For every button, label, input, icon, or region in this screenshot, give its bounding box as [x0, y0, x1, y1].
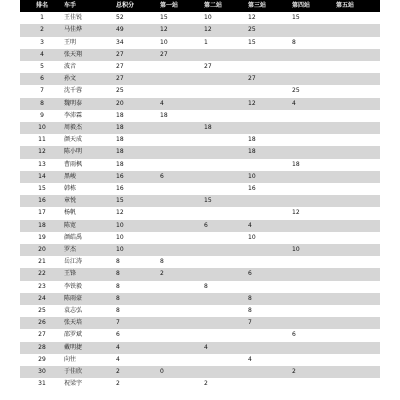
table-row	[20, 329, 380, 341]
table-row	[20, 146, 380, 158]
cell-stage-2	[204, 98, 248, 110]
col-header-total: 总积分	[116, 0, 160, 12]
cell-stage-5	[336, 207, 380, 219]
cell-stage-2	[204, 159, 248, 171]
cell-stage-4	[292, 24, 336, 36]
cell-stage-3: 10	[248, 171, 292, 183]
cell-total: 10	[116, 233, 124, 241]
cell-total: 8	[116, 293, 160, 305]
cell-total: 16	[116, 171, 160, 183]
cell-stage-3	[248, 342, 292, 354]
cell-driver: 岳江涛	[64, 258, 83, 266]
cell-stage-2	[204, 134, 248, 146]
cell-total: 16	[116, 185, 124, 193]
cell-stage-5	[336, 268, 380, 280]
cell-stage-4	[292, 281, 336, 293]
col-header-stage-1: 第一站	[160, 0, 204, 12]
cell-stage-5	[336, 342, 380, 354]
cell-stage-5	[336, 378, 380, 390]
cell-stage-4: 4	[292, 98, 336, 110]
cell-stage-4	[292, 146, 336, 158]
table-row	[20, 122, 380, 134]
cell-stage-1: 2	[160, 268, 204, 280]
cell-driver: 颜皓禹	[64, 233, 83, 241]
cell-stage-3	[248, 244, 292, 256]
cell-stage-5	[336, 159, 380, 171]
cell-driver: 邵罗斌	[64, 331, 83, 339]
table-row	[20, 171, 380, 183]
table-row	[20, 342, 380, 354]
cell-rank: 6	[20, 73, 64, 85]
cell-stage-5	[336, 98, 380, 110]
cell-stage-2	[204, 256, 248, 268]
cell-rank: 7	[40, 87, 44, 95]
cell-stage-5	[336, 37, 380, 49]
cell-stage-4	[292, 134, 336, 146]
cell-stage-4	[292, 49, 336, 61]
cell-stage-4: 10	[292, 244, 336, 256]
cell-total: 27	[116, 73, 160, 85]
cell-driver: 陈雨豪	[64, 293, 116, 305]
cell-stage-4: 6	[292, 331, 296, 339]
cell-stage-3: 25	[248, 24, 292, 36]
cell-stage-1: 10	[160, 38, 168, 46]
cell-stage-3	[248, 49, 292, 61]
cell-stage-4	[292, 122, 336, 134]
table-row	[20, 354, 380, 366]
cell-stage-4: 12	[292, 209, 300, 217]
cell-stage-1: 6	[160, 171, 204, 183]
cell-stage-3	[248, 256, 292, 268]
cell-driver: 祝梁宇	[64, 380, 83, 388]
cell-rank: 25	[38, 307, 46, 315]
cell-rank: 21	[38, 258, 46, 266]
cell-stage-1	[160, 244, 204, 256]
cell-total: 4	[116, 342, 160, 354]
cell-stage-5	[336, 366, 380, 378]
cell-total: 7	[116, 317, 160, 329]
cell-stage-4: 25	[292, 87, 300, 95]
cell-rank: 19	[38, 233, 46, 241]
cell-stage-5	[336, 146, 380, 158]
cell-stage-5	[336, 24, 380, 36]
table-row	[20, 73, 380, 85]
cell-stage-1: 27	[160, 49, 204, 61]
table-row	[20, 134, 380, 146]
cell-stage-3	[248, 159, 292, 171]
cell-stage-4	[292, 110, 336, 122]
table-row	[20, 293, 380, 305]
cell-stage-4	[292, 354, 336, 366]
table-row	[20, 159, 380, 171]
cell-stage-5	[336, 61, 380, 73]
cell-total: 27	[116, 49, 160, 61]
cell-stage-3	[248, 195, 292, 207]
cell-stage-1	[160, 73, 204, 85]
cell-stage-5	[336, 122, 380, 134]
cell-stage-4	[292, 317, 336, 329]
cell-driver: 周毅杰	[64, 122, 116, 134]
header-row	[20, 0, 380, 12]
cell-stage-4	[292, 293, 336, 305]
cell-driver: 戴明捷	[64, 342, 116, 354]
cell-rank: 13	[38, 160, 46, 168]
cell-total: 8	[116, 282, 120, 290]
cell-stage-1	[160, 354, 204, 366]
cell-stage-5	[336, 183, 380, 195]
cell-total: 18	[116, 111, 124, 119]
cell-stage-1	[160, 183, 204, 195]
cell-driver: 张天翔	[64, 49, 116, 61]
cell-stage-1	[160, 146, 204, 158]
cell-stage-3: 12	[248, 14, 256, 22]
cell-stage-2: 10	[204, 14, 212, 22]
cell-driver: 孙文	[64, 73, 116, 85]
cell-stage-1	[160, 61, 204, 73]
cell-stage-4	[292, 73, 336, 85]
cell-driver: 王明	[64, 38, 77, 46]
cell-driver: 李沛霖	[64, 111, 83, 119]
col-header-rank: 排名	[20, 0, 64, 12]
cell-stage-5	[336, 232, 380, 244]
cell-stage-4	[292, 342, 336, 354]
cell-driver: 章悦	[64, 195, 116, 207]
table-row	[20, 195, 380, 207]
cell-driver: 曹雨枫	[64, 160, 83, 168]
cell-total: 2	[116, 380, 120, 388]
cell-rank: 23	[38, 282, 46, 290]
cell-driver: 李铁毅	[64, 282, 83, 290]
cell-stage-1	[160, 305, 204, 317]
cell-stage-2: 6	[204, 220, 248, 232]
cell-total: 20	[116, 98, 160, 110]
table-row	[20, 61, 380, 73]
table-row	[20, 232, 380, 244]
cell-stage-5	[336, 317, 380, 329]
cell-stage-3: 7	[248, 317, 292, 329]
cell-stage-1: 18	[160, 111, 168, 119]
cell-stage-1	[160, 293, 204, 305]
cell-total: 52	[116, 14, 124, 22]
cell-stage-2: 15	[204, 195, 248, 207]
cell-rank: 17	[38, 209, 46, 217]
table-row	[20, 281, 380, 293]
cell-stage-4	[292, 232, 336, 244]
cell-stage-5	[336, 12, 380, 24]
table-row	[20, 183, 380, 195]
table-header	[20, 0, 380, 12]
cell-stage-5	[336, 293, 380, 305]
cell-rank: 22	[20, 268, 64, 280]
table-row	[20, 220, 380, 232]
cell-total: 6	[116, 331, 120, 339]
cell-stage-1: 8	[160, 258, 164, 266]
cell-total: 12	[116, 209, 124, 217]
cell-total: 8	[116, 307, 120, 315]
cell-stage-3	[248, 110, 292, 122]
cell-rank: 5	[40, 63, 44, 71]
cell-stage-2: 1	[204, 38, 208, 46]
table-row	[20, 110, 380, 122]
cell-stage-5	[336, 256, 380, 268]
cell-stage-1	[160, 122, 204, 134]
cell-total: 18	[116, 136, 124, 144]
cell-driver: 张天培	[64, 317, 116, 329]
cell-stage-2	[204, 146, 248, 158]
cell-stage-3	[248, 366, 292, 378]
cell-rank: 9	[40, 111, 44, 119]
cell-stage-4: 8	[292, 38, 296, 46]
col-header-stage-4: 第四站	[292, 0, 336, 12]
cell-stage-2	[204, 171, 248, 183]
cell-stage-2	[204, 329, 248, 341]
cell-stage-3	[248, 122, 292, 134]
cell-stage-2	[204, 244, 248, 256]
cell-stage-1	[160, 342, 204, 354]
cell-stage-3	[248, 61, 292, 73]
cell-stage-1	[160, 85, 204, 97]
cell-rank: 15	[38, 185, 46, 193]
cell-rank: 4	[20, 49, 64, 61]
cell-stage-3: 27	[248, 73, 292, 85]
table-row	[20, 37, 380, 49]
cell-stage-5	[336, 195, 380, 207]
cell-stage-4	[292, 220, 336, 232]
cell-stage-3	[248, 281, 292, 293]
cell-stage-1	[160, 207, 204, 219]
cell-rank: 28	[20, 342, 64, 354]
cell-stage-3	[248, 329, 292, 341]
cell-rank: 14	[20, 171, 64, 183]
cell-stage-3	[248, 85, 292, 97]
cell-stage-3: 4	[248, 355, 252, 363]
cell-stage-4	[292, 268, 336, 280]
cell-total: 8	[116, 258, 120, 266]
cell-stage-1	[160, 317, 204, 329]
cell-stage-4	[292, 256, 336, 268]
cell-driver: 向往	[64, 355, 77, 363]
cell-driver: 袁志弘	[64, 307, 83, 315]
table-row	[20, 207, 380, 219]
cell-total: 25	[116, 87, 124, 95]
cell-rank: 8	[20, 98, 64, 110]
cell-stage-1	[160, 329, 204, 341]
cell-stage-2	[204, 317, 248, 329]
cell-total: 49	[116, 24, 160, 36]
cell-driver: 马佳烨	[64, 24, 116, 36]
cell-stage-1: 4	[160, 98, 204, 110]
table-row	[20, 244, 380, 256]
cell-stage-3: 12	[248, 98, 292, 110]
cell-driver: 王佳锐	[64, 14, 83, 22]
cell-stage-1	[160, 195, 204, 207]
cell-stage-5	[336, 329, 380, 341]
cell-stage-4	[292, 378, 336, 390]
cell-stage-2	[204, 268, 248, 280]
cell-stage-3	[248, 207, 292, 219]
cell-total: 18	[116, 160, 124, 168]
cell-total: 4	[116, 355, 120, 363]
cell-stage-2: 12	[204, 24, 248, 36]
cell-stage-5	[336, 171, 380, 183]
cell-stage-2	[204, 49, 248, 61]
table-row	[20, 366, 380, 378]
cell-stage-5	[336, 244, 380, 256]
cell-stage-3: 16	[248, 185, 256, 193]
cell-total: 27	[116, 63, 124, 71]
table-row	[20, 85, 380, 97]
cell-stage-4	[292, 171, 336, 183]
cell-total: 10	[116, 244, 160, 256]
table-row	[20, 268, 380, 280]
cell-stage-2: 4	[204, 342, 248, 354]
cell-stage-3: 8	[248, 307, 252, 315]
cell-stage-1	[160, 134, 204, 146]
cell-stage-5	[336, 305, 380, 317]
cell-stage-1: 12	[160, 24, 204, 36]
cell-stage-2	[204, 73, 248, 85]
cell-rank: 1	[40, 14, 44, 22]
cell-stage-3: 10	[248, 233, 256, 241]
cell-stage-5	[336, 354, 380, 366]
cell-stage-3	[248, 378, 292, 390]
table-row	[20, 317, 380, 329]
cell-rank: 16	[20, 195, 64, 207]
cell-stage-2	[204, 183, 248, 195]
cell-stage-5	[336, 110, 380, 122]
cell-total: 18	[116, 146, 160, 158]
cell-stage-3: 4	[248, 220, 292, 232]
cell-rank: 2	[20, 24, 64, 36]
cell-driver: 陈宽	[64, 220, 116, 232]
cell-stage-2	[204, 305, 248, 317]
cell-stage-2: 8	[204, 282, 208, 290]
cell-rank: 3	[40, 38, 44, 46]
cell-stage-3: 15	[248, 38, 256, 46]
cell-rank: 24	[20, 293, 64, 305]
cell-driver: 杨帆	[64, 209, 77, 217]
cell-stage-3: 6	[248, 268, 292, 280]
cell-stage-5	[336, 85, 380, 97]
cell-total: 34	[116, 38, 124, 46]
cell-stage-2: 18	[204, 122, 248, 134]
cell-driver: 罗杰	[64, 244, 116, 256]
table-body	[20, 12, 380, 390]
cell-total: 2	[116, 366, 160, 378]
cell-driver: 黑峻	[64, 171, 116, 183]
cell-stage-4: 2	[292, 366, 336, 378]
cell-total: 10	[116, 220, 160, 232]
cell-stage-3: 18	[248, 136, 256, 144]
cell-driver: 韩栋	[64, 185, 77, 193]
standings-table	[20, 0, 380, 391]
cell-stage-1	[160, 378, 204, 390]
col-header-stage-5: 第五站	[336, 0, 380, 12]
cell-rank: 12	[20, 146, 64, 158]
cell-stage-1	[160, 220, 204, 232]
cell-driver: 颜天成	[64, 136, 83, 144]
cell-stage-5	[336, 73, 380, 85]
cell-stage-4: 18	[292, 160, 300, 168]
cell-rank: 31	[38, 380, 46, 388]
table-row	[20, 378, 380, 390]
cell-rank: 30	[20, 366, 64, 378]
cell-stage-2: 2	[204, 380, 208, 388]
cell-stage-4	[292, 305, 336, 317]
cell-stage-2	[204, 293, 248, 305]
cell-total: 15	[116, 195, 160, 207]
cell-driver: 王锋	[64, 268, 116, 280]
cell-stage-3: 18	[248, 146, 292, 158]
cell-total: 18	[116, 122, 160, 134]
cell-stage-4	[292, 61, 336, 73]
cell-rank: 10	[20, 122, 64, 134]
cell-driver: 波音	[64, 63, 77, 71]
cell-rank: 20	[20, 244, 64, 256]
cell-stage-2	[204, 354, 248, 366]
cell-stage-4: 15	[292, 14, 300, 22]
table-row	[20, 24, 380, 36]
cell-rank: 26	[20, 317, 64, 329]
cell-stage-2	[204, 232, 248, 244]
cell-stage-1: 15	[160, 14, 168, 22]
table-row	[20, 12, 380, 24]
cell-total: 8	[116, 268, 160, 280]
col-header-stage-2: 第二站	[204, 0, 248, 12]
cell-stage-2	[204, 85, 248, 97]
cell-stage-5	[336, 134, 380, 146]
cell-stage-5	[336, 281, 380, 293]
cell-rank: 29	[38, 355, 46, 363]
cell-stage-2	[204, 366, 248, 378]
cell-stage-5	[336, 220, 380, 232]
cell-driver: 陈小明	[64, 146, 116, 158]
cell-stage-3: 8	[248, 293, 292, 305]
table-row	[20, 49, 380, 61]
col-header-driver: 车手	[64, 0, 116, 12]
cell-stage-5	[336, 49, 380, 61]
cell-rank: 11	[38, 136, 46, 144]
col-header-stage-3: 第三站	[248, 0, 292, 12]
cell-rank: 18	[20, 220, 64, 232]
cell-stage-2: 27	[204, 63, 212, 71]
table-row	[20, 98, 380, 110]
cell-driver: 沈千蓉	[64, 87, 83, 95]
cell-stage-1	[160, 159, 204, 171]
cell-stage-4	[292, 183, 336, 195]
cell-stage-1: 0	[160, 366, 204, 378]
cell-driver: 魏明泰	[64, 98, 116, 110]
cell-stage-2	[204, 207, 248, 219]
cell-stage-1	[160, 281, 204, 293]
table-row	[20, 305, 380, 317]
cell-stage-2	[204, 110, 248, 122]
cell-stage-1	[160, 232, 204, 244]
table-row	[20, 256, 380, 268]
cell-driver: 于佳欣	[64, 366, 116, 378]
cell-rank: 27	[38, 331, 46, 339]
cell-stage-4	[292, 195, 336, 207]
